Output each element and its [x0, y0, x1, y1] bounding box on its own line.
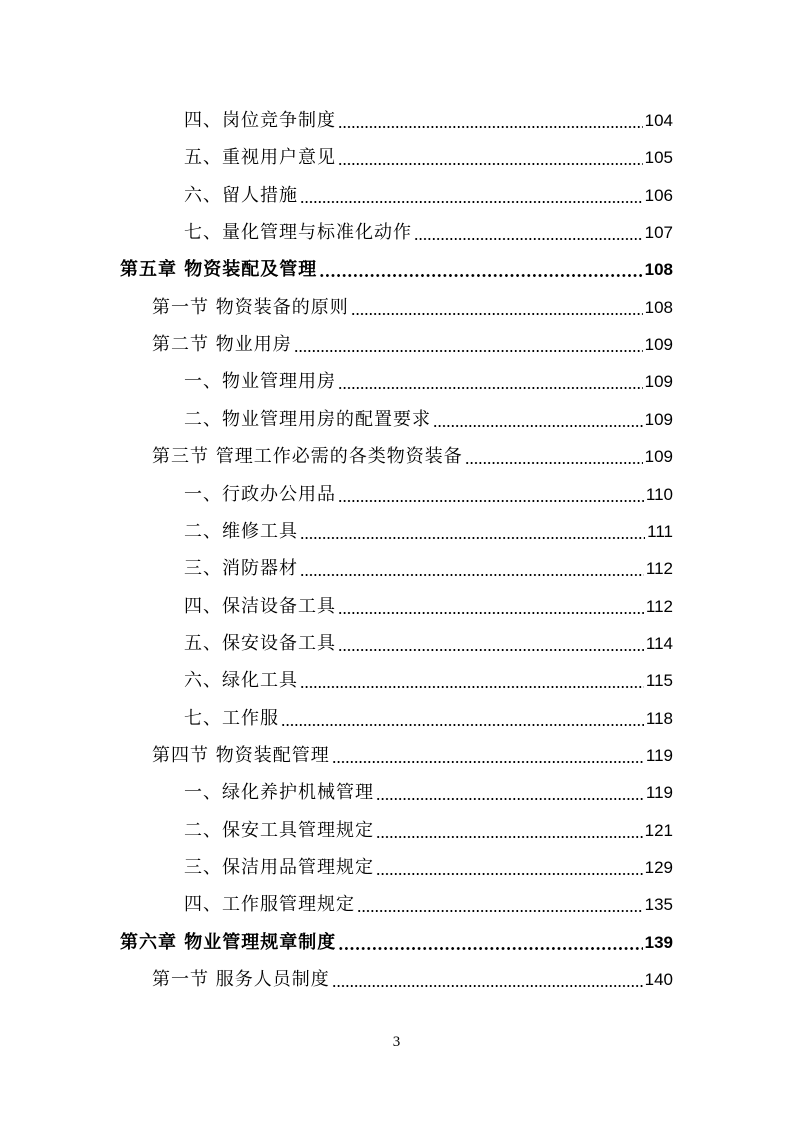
toc-item-entry[interactable] [184, 586, 673, 618]
toc-dot-leader [281, 724, 644, 726]
toc-entry-page: 121 [644, 821, 673, 840]
toc-entry-title: 第二节 物业用房 [152, 334, 292, 355]
toc-entry-page: 107 [644, 223, 673, 242]
toc-entry-title: 六、留人措施 [184, 185, 298, 206]
toc-entry-page: 110 [645, 485, 673, 504]
toc-entry-page: 104 [644, 111, 673, 130]
toc-item-entry[interactable] [184, 100, 673, 132]
toc-entry-page: 105 [644, 148, 673, 167]
toc-entry-page: 112 [645, 559, 673, 578]
toc-entry-title: 六、绿化工具 [184, 670, 298, 691]
toc-dot-leader [357, 910, 643, 912]
toc-dot-leader [338, 163, 643, 165]
toc-entry-page: 119 [645, 746, 673, 765]
toc-entry-title: 第四节 物资装配管理 [152, 745, 330, 766]
toc-dot-leader [332, 985, 643, 987]
toc-dot-leader [338, 126, 643, 128]
toc-entry-title: 七、量化管理与标准化动作 [184, 222, 412, 243]
toc-dot-leader [338, 500, 644, 502]
toc-dot-leader [300, 574, 644, 576]
toc-entry-page: 106 [644, 186, 673, 205]
toc-entry-title: 二、维修工具 [184, 521, 298, 542]
toc-entry-page: 115 [645, 671, 673, 690]
toc-entry-title: 第五章 物资装配及管理 [120, 259, 318, 280]
toc-item-entry[interactable] [184, 660, 673, 692]
toc-item-entry[interactable] [184, 772, 673, 804]
toc-entry-title: 第六章 物业管理规章制度 [120, 932, 337, 953]
toc-entry-page: 129 [644, 858, 673, 877]
toc-entry-page: 139 [644, 933, 673, 952]
toc-entry-page: 135 [644, 895, 673, 914]
toc-item-entry[interactable] [184, 810, 673, 842]
toc-entry-title: 二、保安工具管理规定 [184, 820, 374, 841]
toc-entry-title: 四、保洁设备工具 [184, 596, 336, 617]
toc-entry-title: 四、岗位竞争制度 [184, 110, 336, 131]
toc-dot-leader [300, 537, 645, 539]
toc-entry-title: 五、保安设备工具 [184, 633, 336, 654]
toc-entry-page: 140 [644, 970, 673, 989]
toc-entry-title: 三、消防器材 [184, 558, 298, 579]
toc-item-entry[interactable] [184, 212, 673, 244]
toc-dot-leader [376, 873, 643, 875]
toc-item-entry[interactable] [184, 474, 673, 506]
toc-dot-leader [300, 686, 644, 688]
toc-item-entry[interactable] [184, 623, 673, 655]
toc-entry-title: 四、工作服管理规定 [184, 894, 355, 915]
toc-dot-leader [338, 612, 644, 614]
page-number: 3 [392, 1034, 401, 1050]
toc-entry-page: 109 [644, 410, 673, 429]
toc-dot-leader [338, 387, 643, 389]
toc-entry-title: 三、保洁用品管理规定 [184, 857, 374, 878]
toc-section-entry[interactable] [152, 324, 673, 356]
toc-entry-page: 108 [644, 260, 673, 279]
toc-entry-page: 112 [645, 597, 673, 616]
toc-entry-title: 五、重视用户意见 [184, 147, 336, 168]
toc-dot-leader [414, 238, 643, 240]
toc-entry-title: 七、工作服 [184, 708, 279, 729]
toc-dot-leader [433, 425, 643, 427]
toc-chapter-entry[interactable] [120, 249, 673, 281]
toc-item-entry[interactable] [184, 137, 673, 169]
toc-item-entry[interactable] [184, 847, 673, 879]
toc-entry-page: 109 [644, 335, 673, 354]
toc-section-entry[interactable] [152, 735, 673, 767]
toc-entry-title: 一、物业管理用房 [184, 371, 336, 392]
toc-item-entry[interactable] [184, 548, 673, 580]
toc-entry-title: 二、物业管理用房的配置要求 [184, 409, 431, 430]
toc-entry-page: 111 [647, 522, 673, 541]
toc-dot-leader [465, 462, 643, 464]
toc-item-entry[interactable] [184, 884, 673, 916]
toc-item-entry[interactable] [184, 175, 673, 207]
toc-section-entry[interactable] [152, 436, 673, 468]
toc-dot-leader [376, 798, 644, 800]
toc-section-entry[interactable] [152, 959, 673, 991]
toc-dot-leader [338, 649, 644, 651]
toc-chapter-entry[interactable] [120, 922, 673, 954]
toc-item-entry[interactable] [184, 399, 673, 431]
toc-entry-page: 108 [644, 298, 673, 317]
toc-dot-leader [351, 313, 643, 315]
toc-entry-page: 114 [645, 634, 673, 653]
toc-entry-title: 一、绿化养护机械管理 [184, 782, 374, 803]
toc-dot-leader [294, 350, 643, 352]
toc-item-entry[interactable] [184, 511, 673, 543]
toc-entry-title: 第一节 物资装备的原则 [152, 297, 349, 318]
toc-dot-leader [338, 947, 642, 950]
toc-dot-leader [376, 836, 643, 838]
toc-dot-leader [300, 201, 643, 203]
toc-entry-page: 109 [644, 372, 673, 391]
toc-entry-page: 109 [644, 447, 673, 466]
toc-dot-leader [319, 274, 642, 277]
toc-section-entry[interactable] [152, 287, 673, 319]
toc-item-entry[interactable] [184, 698, 673, 730]
toc-item-entry[interactable] [184, 361, 673, 393]
toc-entry-title: 第三节 管理工作必需的各类物资装备 [152, 446, 463, 467]
toc-dot-leader [332, 761, 644, 763]
toc-entry-page: 119 [645, 783, 673, 802]
toc-entry-title: 第一节 服务人员制度 [152, 969, 330, 990]
toc-entry-title: 一、行政办公用品 [184, 484, 336, 505]
toc-entry-page: 118 [645, 709, 673, 728]
